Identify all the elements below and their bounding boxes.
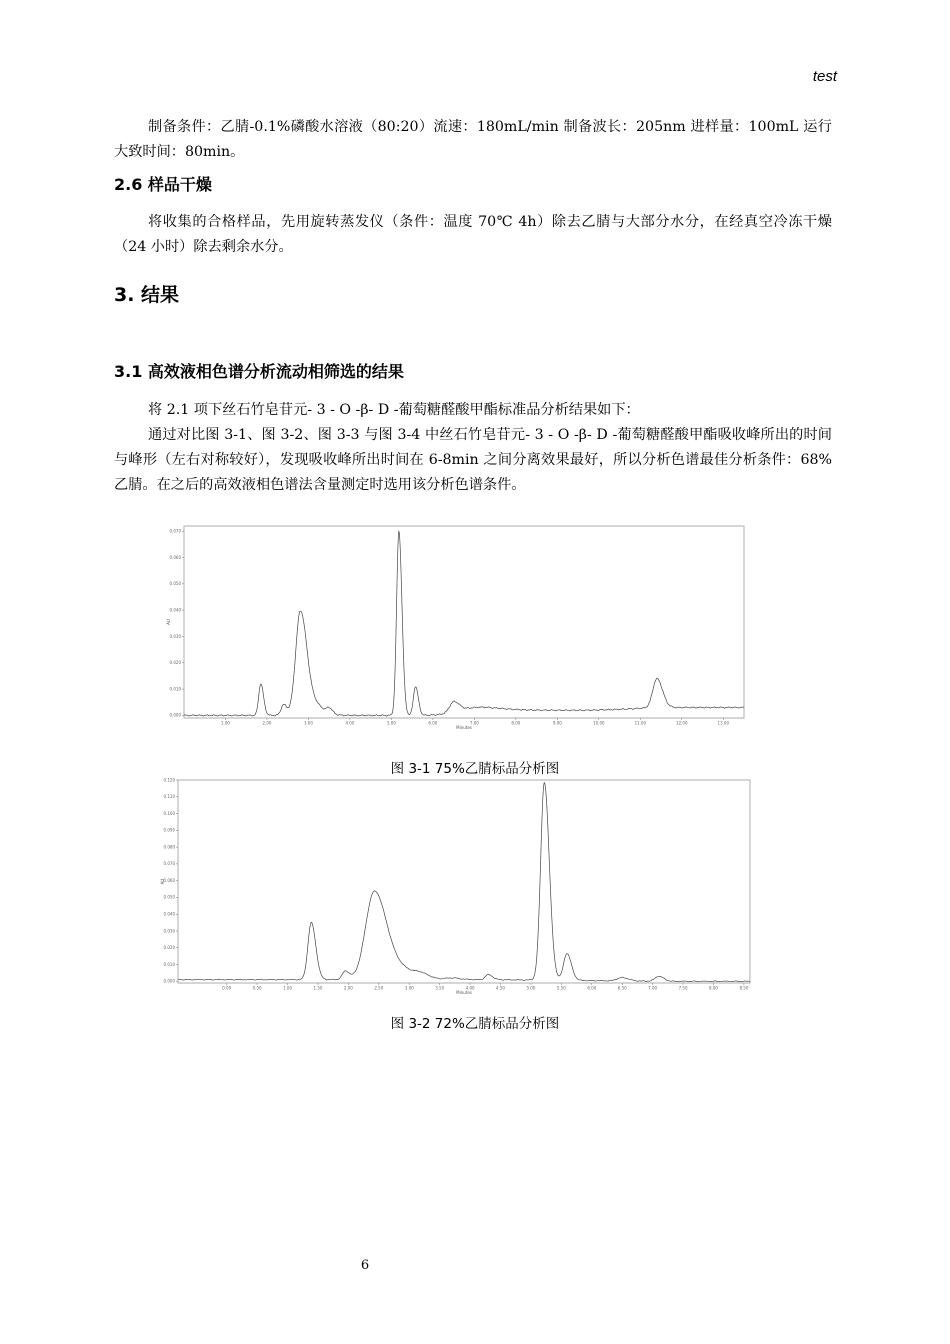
figure-3-1-caption: 图 3-1 75%乙腈标品分析图 [390,761,560,777]
y-tick-label: 0.070 [163,861,175,867]
y-tick-label: 0.050 [163,894,175,900]
y-tick-label: 0.000 [163,978,175,984]
chromatogram-75-acetonitrile [160,520,750,735]
x-tick-label: 5.50 [556,985,566,991]
x-tick-label: 4.00 [345,720,355,726]
y-tick-label: 0.020 [163,945,175,951]
x-tick-label: 2.00 [262,720,272,726]
x-tick-label: 2.00 [343,985,353,991]
y-tick-label: 0.000 [169,712,181,718]
y-tick-label: 0.040 [169,607,181,613]
plot-frame [178,780,750,983]
x-tick-label: 5.00 [526,985,536,991]
y-tick-label: 0.010 [163,961,175,967]
x-tick-label: 0.00 [222,985,232,991]
y-tick-label: 0.070 [169,528,181,534]
y-tick-label: 0.060 [163,877,175,883]
x-tick-label: 6.00 [587,985,597,991]
chromatogram-trace [178,783,750,982]
section-3-1-discussion-paragraph: 通过对比图 3-1、图 3-2、图 3-3 与图 3-4 中丝石竹皂苷元- 3 - O -β- D -葡萄糖醛酸甲酯吸收峰所出的时间与峰形（左右对称较好），发现吸收峰所出时间在 6-8min 之间分离效果最好，所以分析色谱最佳分析条件：68%乙腈。在之后的高效液相色谱法含量测定时选用该分析色谱条件。 [114,427,832,493]
x-tick-label: 7.00 [648,985,658,991]
y-tick-label: 0.030 [169,633,181,639]
chromatogram-trace [184,531,744,716]
x-tick-label: 1.00 [283,985,292,991]
y-tick-label: 0.120 [163,777,175,783]
chromatogram-72-acetonitrile [150,775,755,1000]
x-tick-label: 3.00 [303,720,313,726]
figure-3-2-caption: 图 3-2 72%乙腈标品分析图 [390,1016,560,1032]
x-tick-label: 5.00 [386,720,396,726]
x-tick-label: 6.50 [617,985,627,991]
x-tick-label: 3.00 [404,985,414,991]
y-tick-label: 0.040 [163,911,175,917]
y-axis-label: AU [160,878,165,885]
x-tick-label: 7.50 [678,985,688,991]
x-tick-label: 9.00 [552,720,562,726]
y-tick-label: 0.020 [169,660,181,666]
prep-conditions-paragraph: 制备条件：乙腈-0.1%磷酸水溶液（80:20）流速：180mL/min 制备波长：205nm 进样量：100mL 运行大致时间：80min。 [114,119,832,160]
y-tick-label: 0.010 [169,686,181,692]
x-tick-label: 13.00 [717,720,729,726]
section-3-1-heading: 3.1 高效液相色谱分析流动相筛选的结果 [114,362,404,381]
y-tick-label: 0.030 [163,928,175,934]
x-tick-label: 8.00 [709,985,718,991]
x-tick-label: 0.50 [252,985,262,991]
x-tick-label: 11.00 [634,720,647,726]
x-tick-label: 10.00 [593,720,605,726]
y-axis-label: AU [166,619,171,625]
running-header: test [812,68,837,85]
y-tick-label: 0.090 [163,827,175,833]
x-tick-label: 2.50 [374,985,384,991]
y-tick-label: 0.060 [169,554,181,560]
x-tick-label: 1.00 [221,720,230,726]
x-tick-label: 4.50 [496,985,505,991]
x-tick-label: 1.50 [313,985,323,991]
x-axis-label: Minutes [456,725,472,730]
x-tick-label: 4.00 [465,985,475,991]
plot-frame [184,526,744,718]
x-axis-label: Minutes [456,990,472,995]
section-3-heading: 3. 结果 [114,284,180,306]
page-number: 6 [360,1258,370,1273]
x-tick-label: 8.00 [511,720,521,726]
y-tick-label: 0.050 [169,581,181,587]
section-3-1-intro-paragraph: 将 2.1 项下丝石竹皂苷元- 3 - O -β- D -葡萄糖醛酸甲酯标准品分析结果如下： [148,402,640,418]
x-tick-label: 6.00 [428,720,438,726]
x-tick-label: 7.00 [469,720,479,726]
x-tick-label: 8.50 [739,985,749,991]
x-tick-label: 12.00 [676,720,688,726]
section-2-6-heading: 2.6 样品干燥 [114,175,212,194]
y-tick-label: 0.100 [163,810,175,816]
y-tick-label: 0.080 [163,844,175,850]
x-tick-label: 3.50 [435,985,445,991]
y-tick-label: 0.110 [163,794,175,800]
section-2-6-paragraph: 将收集的合格样品，先用旋转蒸发仪（条件：温度 70℃ 4h）除去乙腈与大部分水分，在经真空冷冻干燥（24 小时）除去剩余水分。 [114,214,832,255]
